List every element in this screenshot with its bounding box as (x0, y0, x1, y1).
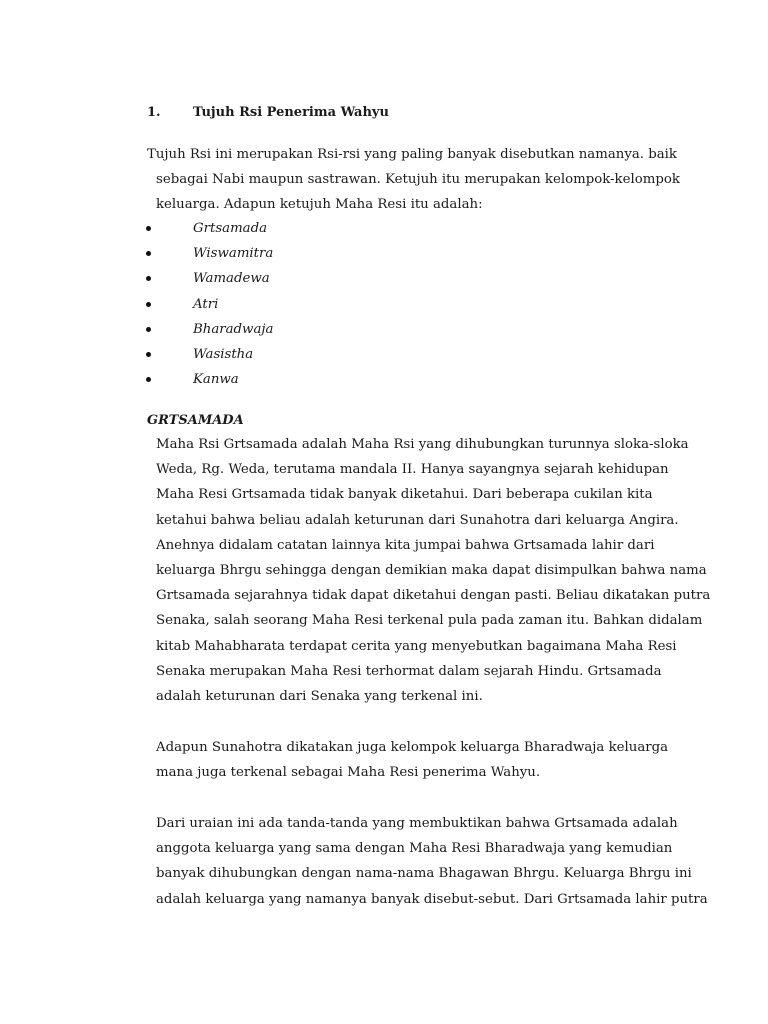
paragraph-line: Adapun Sunahotra dikatakan juga kelompok keluarga Bharadwaja keluarga (156, 740, 669, 755)
paragraph-line: adalah keturunan dari Senaka yang terkenal ini. (156, 689, 483, 705)
list-item (143, 266, 273, 291)
paragraph-line: Maha Rsi Grtsamada adalah Maha Rsi yang dihubungkan turunnya sloka-sloka (156, 437, 689, 452)
heading-title: Tujuh Rsi Penerima Wahyu (193, 105, 389, 120)
list-item (143, 216, 273, 241)
paragraph-line: banyak dihubungkan dengan nama-nama Bhagawan Bhrgu. Keluarga Bhrgu ini (156, 866, 692, 882)
paragraph-line: Weda, Rg. Weda, terutama mandala II. Hanya sayangnya sejarah kehidupan (156, 462, 669, 478)
list-item (143, 342, 273, 367)
list-item (143, 317, 273, 342)
bullet-icon (146, 276, 151, 281)
rsi-name: Wasistha (193, 347, 254, 363)
rsi-name: Wamadewa (193, 271, 270, 287)
section-heading (147, 103, 389, 123)
paragraph-line: Anehnya didalam catatan lainnya kita jumpai bahwa Grtsamada lahir dari (156, 537, 655, 553)
paragraph-line: Maha Resi Grtsamada tidak banyak diketahui. Dari beberapa cukilan kita (156, 487, 653, 503)
bullet-icon (146, 377, 151, 382)
intro-line: keluarga. Adapun ketujuh Maha Resi itu adalah: (156, 197, 483, 213)
paragraph-line: adalah keluarga yang namanya banyak disebut-sebut. Dari Grtsamada lahir putra (156, 891, 708, 907)
paragraph-line: mana juga terkenal sebagai Maha Resi penerima Wahyu. (156, 765, 541, 781)
bullet-icon (146, 226, 151, 231)
rsi-name: Bharadwaja (193, 321, 274, 337)
list-item (143, 292, 273, 317)
rsi-name: Wiswamitra (193, 246, 274, 262)
paragraph-line: ketahui bahwa beliau adalah keturunan dari Sunahotra dari keluarga Angira. (156, 512, 679, 528)
paragraph-line: anggota keluarga yang sama dengan Maha Resi Bharadwaja yang kemudian (156, 841, 673, 857)
paragraph-line: Dari uraian ini ada tanda-tanda yang membuktikan bahwa Grtsamada adalah (156, 816, 678, 831)
bullet-icon (146, 251, 151, 256)
intro-line: sebagai Nabi maupun sastrawan. Ketujuh itu merupakan kelompok-kelompok (156, 172, 680, 188)
paragraph-line: kitab Mahabharata terdapat cerita yang menyebutkan bagaimana Maha Resi (156, 638, 677, 654)
rsi-bullet-list (143, 216, 273, 392)
list-item (143, 367, 273, 392)
paragraph-line: Grtsamada sejarahnya tidak dapat diketahui dengan pasti. Beliau dikatakan putra (156, 588, 711, 604)
paragraph-line: keluarga Bhrgu sehingga dengan demikian maka dapat disimpulkan bahwa nama (156, 563, 707, 579)
heading-number: 1. (147, 105, 161, 120)
intro-line: Tujuh Rsi ini merupakan Rsi-rsi yang paling banyak disebutkan namanya. baik (147, 147, 677, 162)
list-item (143, 241, 273, 266)
body-paragraph-1 (156, 432, 716, 709)
bullet-icon (146, 352, 151, 357)
paragraph-line: Senaka, salah seorang Maha Resi terkenal pula pada zaman itu. Bahkan didalam (156, 613, 703, 629)
rsi-name: Atri (193, 296, 219, 312)
body-paragraph-3 (156, 811, 716, 912)
body-paragraph-2 (156, 735, 716, 785)
bullet-icon (146, 302, 151, 307)
rsi-name: Grtsamada (193, 221, 268, 236)
paragraph-line: Senaka merupakan Maha Resi terhormat dalam sejarah Hindu. Grtsamada (156, 663, 662, 679)
bullet-icon (146, 327, 151, 332)
rsi-name: Kanwa (193, 372, 239, 388)
intro-paragraph (147, 142, 707, 218)
section-title: GRTSAMADA (147, 413, 244, 428)
